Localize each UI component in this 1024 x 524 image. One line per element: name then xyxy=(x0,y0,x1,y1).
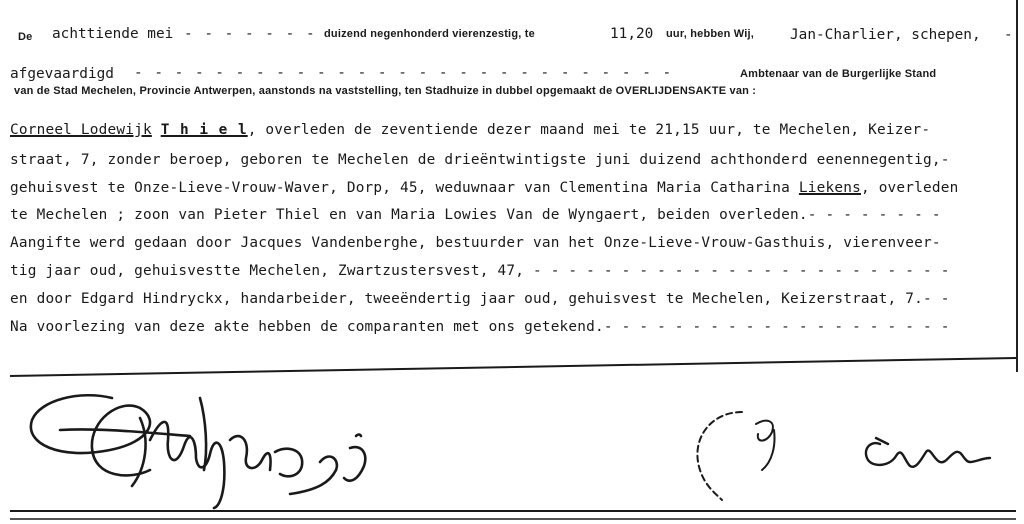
header-printed-3: Ambtenaar van de Burgerlijke Stand xyxy=(740,68,937,80)
header-printed-1: duizend negenhonderd vierenzestig, te xyxy=(324,28,535,40)
header-dash-end: - xyxy=(1004,27,1013,43)
separator-line xyxy=(10,358,1016,376)
deceased-name: Corneel Lodewijk xyxy=(10,122,152,138)
body-line-8: Na voorlezing van deze akte hebben de comparanten met ons getekend.- - - - - - - - - - - - - - - - - - - - xyxy=(10,319,950,335)
body-line-2: straat, 7, zonder beroep, geboren te Mechelen de drieëntwintigste juni duizend achthonderd eenennegentig,- xyxy=(10,152,950,168)
header-dashes-1: - - - - - - - xyxy=(184,26,317,42)
header-role: afgevaardigd xyxy=(10,66,114,82)
body-line-3b: , overleden xyxy=(860,180,959,196)
body-line-3a: gehuisvest te Onze-Lieve-Vrouw-Waver, Dorp, 45, weduwnaar van Clementina Maria Catharina xyxy=(10,180,791,196)
body-line-7: en door Edgard Hindryckx, handarbeider, tweeëndertig jaar oud, gehuisvest te Mechelen, Keizerstraat, 7.- - xyxy=(10,291,950,307)
header-time: 11,20 xyxy=(610,26,654,42)
left-signature xyxy=(31,395,365,508)
body-line-6: tig jaar oud, gehuisvestte Mechelen, Zwartzustersvest, 47, - - - - - - - - - - - - - - - - - - - - - - - - xyxy=(10,263,950,279)
middle-mark xyxy=(697,412,774,500)
deceased-surname: T h i e l xyxy=(160,122,248,138)
header-official: Jan-Charlier, schepen, xyxy=(790,27,981,43)
header-day: achttiende mei xyxy=(52,26,174,42)
header-printed-4: van de Stad Mechelen, Provincie Antwerpen, aanstonds na vaststelling, ten Stadhuize in dubbel opgemaakt de OVERLIJDENSAKTE van : xyxy=(14,85,757,97)
header-dashes-2: - - - - - - - - - - - - - - - - - - - - - - - - - - - xyxy=(134,65,673,81)
body-line-1-rest: , overleden de zeventiende dezer maand mei te 21,15 uur, te Mechelen, Keizer- xyxy=(247,122,931,138)
body-line-4: te Mechelen ; zoon van Pieter Thiel en van Maria Lowies Van de Wyngaert, beiden overleden.- - - - - - - - xyxy=(10,207,941,223)
header-de: De xyxy=(18,31,33,43)
right-signature xyxy=(866,438,990,467)
header-printed-2: uur, hebben Wij, xyxy=(666,28,755,40)
spouse-surname: Liekens xyxy=(798,180,861,196)
body-line-5: Aangifte werd gedaan door Jacques Vandenberghe, bestuurder van het Onze-Lieve-Vrouw-Gasthuis, vierenveer- xyxy=(10,235,941,251)
